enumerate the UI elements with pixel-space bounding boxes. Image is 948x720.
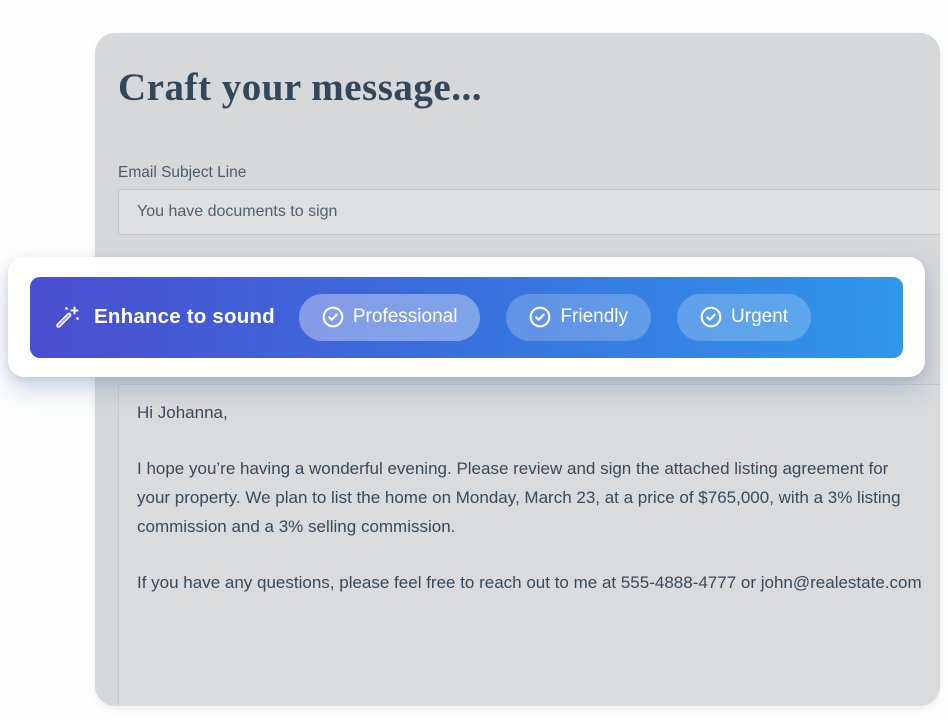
tone-professional-button[interactable] [299,294,481,341]
subject-label: Email Subject Line [118,164,247,181]
check-circle-icon [700,306,722,328]
page-title: Craft your message... [118,66,482,109]
subject-input[interactable] [118,189,940,235]
message-body-editor[interactable] [118,384,940,706]
magic-wand-icon [52,302,82,332]
body-greeting: Hi Johanna, [137,403,228,422]
enhance-label: Enhance to sound [94,305,275,328]
tone-label: Urgent [731,306,789,327]
tone-label: Friendly [560,306,629,327]
check-circle-icon [322,306,344,328]
enhance-toolbar-popover [8,257,925,377]
body-paragraph: I hope you’re having a wonderful evening. Please review and sign the attached listing agreement for your property. We plan to list the home on Monday, March 23, at a price of $765,000, with a 3% listing commission and a 3% selling commission. [137,459,901,536]
body-paragraph: If you have any questions, please feel free to reach out to me at 555-4888-4777 or john@realestate.com [137,573,922,592]
tone-friendly-button[interactable] [506,294,651,341]
check-circle-icon [529,306,551,328]
tone-urgent-button[interactable] [677,294,811,341]
tone-label: Professional [352,306,458,327]
enhance-toolbar [30,277,903,358]
tone-options [299,294,811,341]
